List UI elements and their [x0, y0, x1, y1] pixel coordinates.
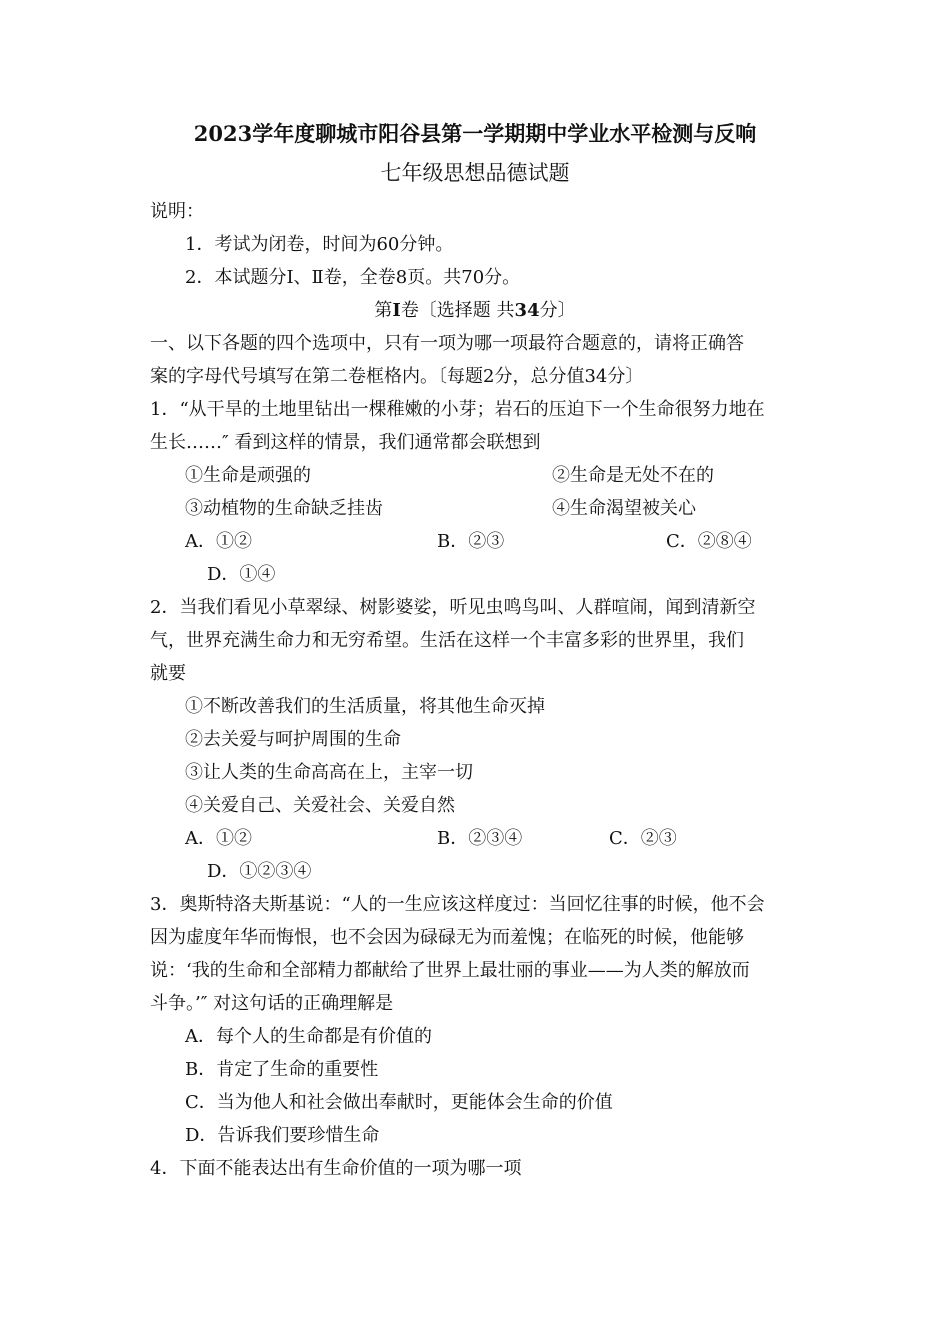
question-1-option-d: D．①④ — [207, 564, 276, 585]
question-2-statement: ①不断改善我们的生活质量，将其他生命灭掉 — [185, 696, 545, 717]
section-instructions: 案的字母代号填写在第二卷框格内。〔每题2分，总分值34分〕 — [150, 366, 644, 387]
question-2-statement: ④关爱自己、关爱社会、关爱自然 — [185, 795, 455, 816]
question-1-statement: ③动植物的生命缺乏挂齿 — [185, 498, 383, 519]
section-title-part: I — [392, 300, 401, 321]
question-1-stem: 生长……″ 看到这样的情景，我们通常都会联想到 — [150, 432, 541, 453]
question-3-stem: 3．奥斯特洛夫斯基说：“人的一生应该这样度过：当回忆往事的时候，他不会 — [150, 894, 765, 915]
section-title — [0, 299, 950, 323]
question-3-stem: 说：‘我的生命和全部精力都献给了世界上最壮丽的事业——为人类的解放而 — [150, 960, 750, 981]
question-2-stem: 气，世界充满生命力和无穷希望。生活在这样一个丰富多彩的世界里，我们 — [150, 630, 744, 651]
question-2-stem: 就要 — [150, 663, 186, 684]
notes-label: 说明： — [150, 201, 204, 222]
question-2-statement: ③让人类的生命高高在上，主宰一切 — [185, 762, 473, 783]
question-3-stem: 斗争。’″ 对这句话的正确理解是 — [150, 993, 394, 1014]
note-item: 2．本试题分Ⅰ、Ⅱ卷，全卷8页。共70分。 — [185, 267, 521, 288]
question-2-option-a: A．①② — [185, 828, 252, 849]
section-title-part: 卷〔选择题 共 — [400, 300, 515, 321]
question-2-option-c: C．②③ — [609, 828, 677, 849]
question-3-option-b: B．肯定了生命的重要性 — [185, 1059, 379, 1080]
section-title-part: 分〕 — [539, 300, 576, 321]
question-1-statement: ①生命是顽强的 — [185, 465, 311, 486]
question-2-option-b: B．②③④ — [437, 828, 523, 849]
document-title: 2023学年度聊城市阳谷县第一学期期中学业水平检测与反响 — [193, 121, 757, 146]
question-1-statement: ④生命渴望被关心 — [552, 498, 696, 519]
question-3-stem: 因为虚度年华而悔恨，也不会因为碌碌无为而羞愧；在临死的时候，他能够 — [150, 927, 744, 948]
section-title-part: 34 — [514, 300, 540, 321]
question-1-option-b: B．②③ — [437, 531, 505, 552]
question-1-stem: 1．“从干旱的土地里钻出一棵稚嫩的小芽；岩石的压迫下一个生命很努力地在 — [150, 399, 765, 420]
question-1-option-a: A．①② — [185, 531, 252, 552]
question-2-statement: ②去关爱与呵护周围的生命 — [185, 729, 401, 750]
section-instructions: 一、以下各题的四个选项中，只有一项为哪一项最符合题意的，请将正确答 — [150, 333, 744, 354]
question-3-option-a: A．每个人的生命都是有价值的 — [185, 1026, 432, 1047]
note-item: 1．考试为闭卷，时间为60分钟。 — [185, 234, 454, 255]
question-1-option-c: C．②⑧④ — [666, 531, 752, 552]
question-3-option-d: D．告诉我们要珍惜生命 — [185, 1125, 380, 1146]
question-2-stem: 2．当我们看见小草翠绿、树影婆娑，听见虫鸣鸟叫、人群喧闹，闻到清新空 — [150, 597, 756, 618]
question-1-statement: ②生命是无处不在的 — [552, 465, 714, 486]
question-3-option-c: C．当为他人和社会做出奉献时，更能体会生命的价值 — [185, 1092, 613, 1113]
question-4-stem: 4．下面不能表达出有生命价值的一项为哪一项 — [150, 1158, 522, 1179]
document-subtitle: 七年级思想品德试题 — [380, 161, 570, 185]
question-2-option-d: D．①②③④ — [207, 861, 312, 882]
section-title-part: 第 — [374, 300, 393, 321]
